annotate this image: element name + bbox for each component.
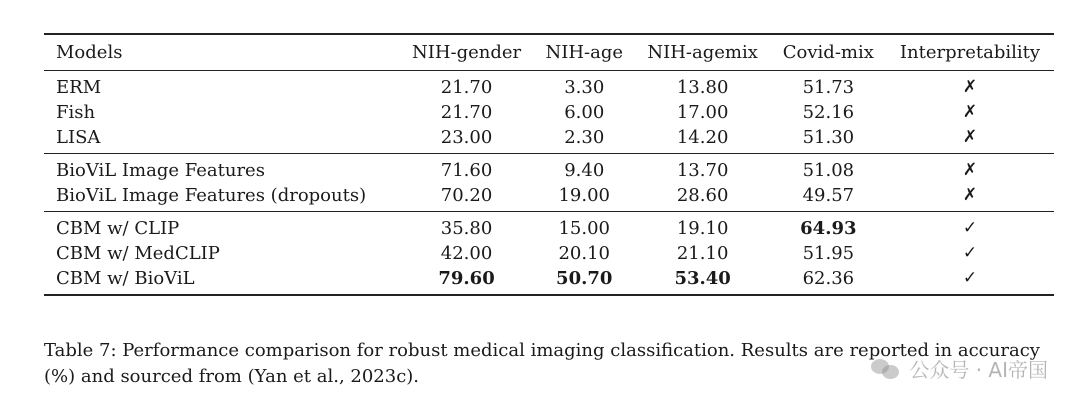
cell-nih-agemix: 13.80 bbox=[676, 77, 729, 98]
cell-nih-agemix: 17.00 bbox=[676, 102, 729, 123]
cell-nih-age: 9.40 bbox=[564, 160, 605, 181]
cross-mark-icon: ✗ bbox=[962, 77, 978, 97]
model-name: ERM bbox=[56, 77, 102, 98]
cell-nih-age: 20.10 bbox=[558, 243, 610, 264]
header-models: Models bbox=[44, 34, 399, 71]
table-row bbox=[44, 154, 1054, 184]
check-mark-icon: ✓ bbox=[962, 243, 978, 263]
cell-nih-age: 15.00 bbox=[558, 218, 610, 239]
cell-nih-gender: 71.60 bbox=[440, 160, 493, 181]
cell-covid-mix: 51.73 bbox=[802, 77, 855, 98]
cell-nih-agemix: 13.70 bbox=[676, 160, 729, 181]
table-row bbox=[44, 266, 1054, 295]
cross-mark-icon: ✗ bbox=[886, 125, 1054, 154]
table-row bbox=[44, 241, 1054, 266]
watermark-text: 公众号 · AI帝国 bbox=[909, 358, 1048, 382]
cross-mark-icon: ✗ bbox=[962, 102, 978, 122]
model-name: CBM w/ MedCLIP bbox=[56, 243, 220, 264]
cell-nih-agemix: 19.10 bbox=[676, 218, 729, 239]
caption-line-1: Table 7: Performance comparison for robust medical imaging classification. Results are reported in accuracy bbox=[44, 340, 1040, 361]
cell-nih-age: 19.00 bbox=[534, 183, 635, 212]
cell-covid-mix: 51.08 bbox=[802, 160, 855, 181]
cell-nih-agemix: 21.10 bbox=[676, 243, 729, 264]
results-table-container bbox=[44, 33, 1054, 296]
wechat-icon bbox=[871, 357, 901, 381]
model-name: LISA bbox=[44, 125, 399, 154]
cell-covid-mix: 62.36 bbox=[771, 266, 886, 295]
cell-nih-age-best: 50.70 bbox=[534, 266, 635, 295]
cell-nih-agemix-best: 53.40 bbox=[635, 266, 771, 295]
cell-nih-agemix: 28.60 bbox=[635, 183, 771, 212]
check-mark-icon: ✓ bbox=[886, 266, 1054, 295]
model-name: CBM w/ BioViL bbox=[44, 266, 399, 295]
header-nih-gender: NIH-gender bbox=[399, 34, 534, 71]
model-name: BioViL Image Features (dropouts) bbox=[44, 183, 399, 212]
cell-nih-agemix: 14.20 bbox=[635, 125, 771, 154]
cell-nih-age: 2.30 bbox=[534, 125, 635, 154]
cell-nih-gender: 35.80 bbox=[440, 218, 493, 239]
group-biovil-features bbox=[44, 154, 1054, 212]
table-row bbox=[44, 100, 1054, 125]
results-table bbox=[44, 33, 1054, 296]
cell-nih-age: 3.30 bbox=[564, 77, 605, 98]
cell-covid-mix: 49.57 bbox=[771, 183, 886, 212]
watermark bbox=[871, 354, 1048, 383]
header-covid-mix: Covid-mix bbox=[771, 34, 886, 71]
cell-nih-age: 6.00 bbox=[564, 102, 605, 123]
model-name: Fish bbox=[56, 102, 96, 123]
header-interpretability: Interpretability bbox=[886, 34, 1054, 71]
cell-nih-gender: 23.00 bbox=[399, 125, 534, 154]
model-name: CBM w/ CLIP bbox=[56, 218, 180, 239]
cell-covid-mix: 51.95 bbox=[802, 243, 855, 264]
header-nih-age: NIH-age bbox=[534, 34, 635, 71]
model-name: BioViL Image Features bbox=[56, 160, 265, 181]
cell-covid-mix: 51.30 bbox=[771, 125, 886, 154]
cell-nih-gender: 21.70 bbox=[440, 77, 493, 98]
caption-line-2: (%) and sourced from (Yan et al., 2023c). bbox=[44, 366, 420, 387]
cell-nih-gender-best: 79.60 bbox=[399, 266, 534, 295]
cross-mark-icon: ✗ bbox=[962, 160, 978, 180]
table-header-row bbox=[44, 34, 1054, 71]
header-nih-agemix: NIH-agemix bbox=[635, 34, 771, 71]
group-cbm bbox=[44, 212, 1054, 296]
table-row bbox=[44, 183, 1054, 212]
cell-nih-gender: 42.00 bbox=[440, 243, 493, 264]
cell-nih-gender: 70.20 bbox=[399, 183, 534, 212]
group-baselines bbox=[44, 71, 1054, 154]
table-row bbox=[44, 125, 1054, 154]
check-mark-icon: ✓ bbox=[962, 218, 978, 238]
cross-mark-icon: ✗ bbox=[886, 183, 1054, 212]
cell-covid-mix-best: 64.93 bbox=[800, 218, 857, 239]
table-row bbox=[44, 212, 1054, 242]
table-row bbox=[44, 71, 1054, 101]
cell-covid-mix: 52.16 bbox=[802, 102, 855, 123]
cell-nih-gender: 21.70 bbox=[440, 102, 493, 123]
